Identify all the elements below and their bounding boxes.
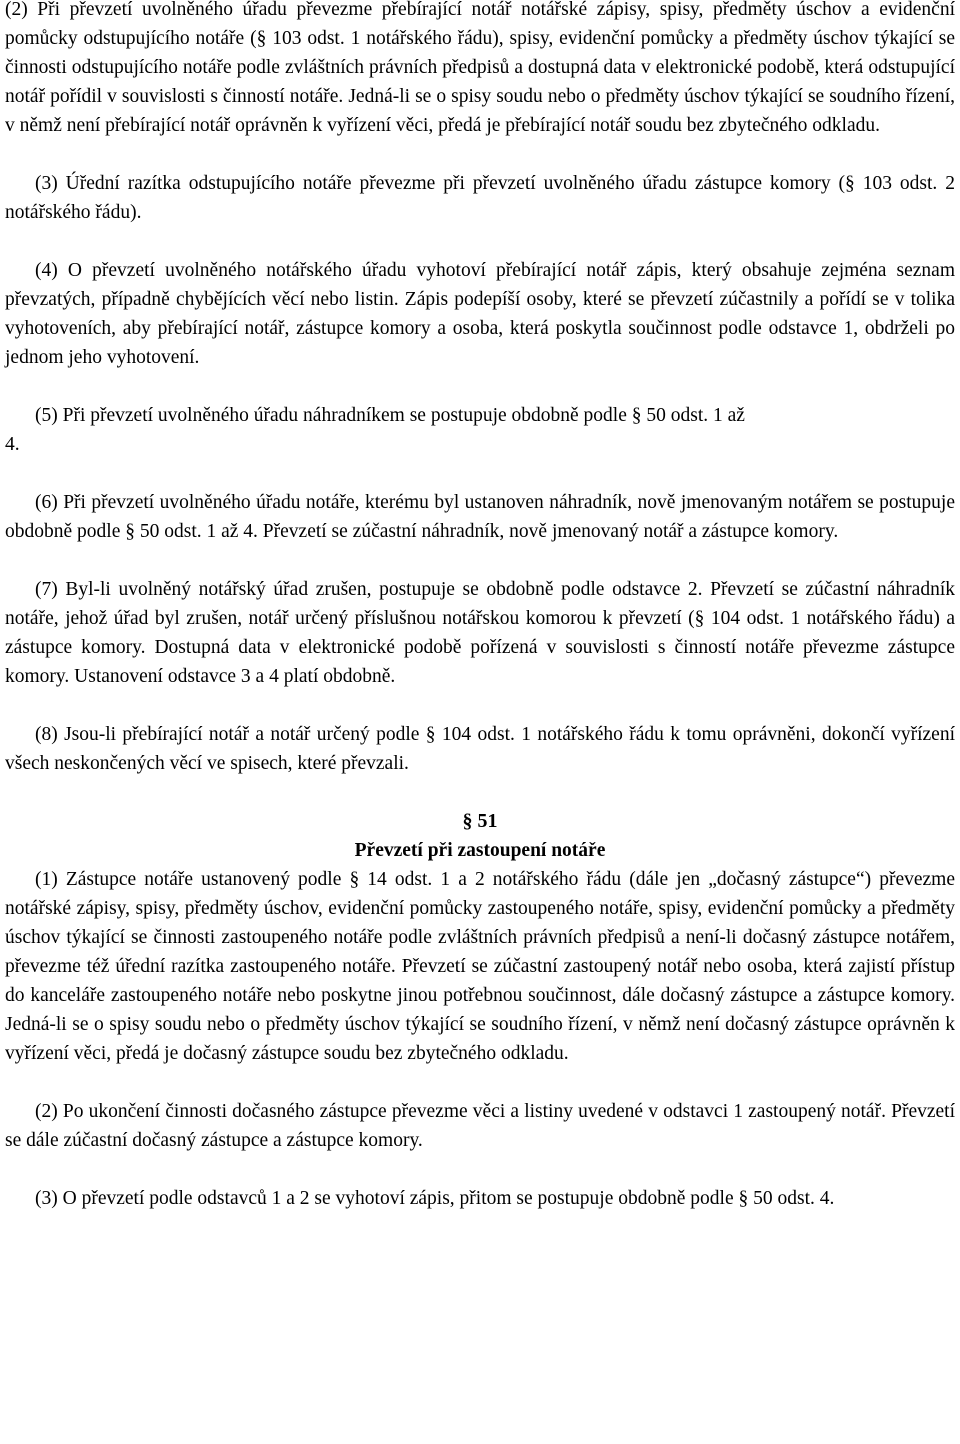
- paragraph-4: (4) O převzetí uvolněného notářského úřadu vyhotoví přebírající notář zápis, který obsahuje zejména seznam převzatých, případně chybějících věcí nebo listin. Zápis podepíší osoby, které se převzetí zúčastnily a pořídí se v tolika vyhotoveních, aby přebírající notář, zástupce komory a osoba, která poskytla součinnost podle odstavce 1, obdrželi po jednom jeho vyhotovení.: [5, 260, 955, 368]
- section-paragraph-1: (1) Zástupce notáře ustanovený podle § 14 odst. 1 a 2 notářského řádu (dále jen „dočasný zástupce“) převezme notářské zápisy, spisy, předměty úschov, evidenční pomůcky zastoupeného notáře, spisy, evidenční pomůcky a předměty úschov týkající se činnosti zastoupeného notáře podle zvláštních právních předpisů a není-li dočasný zástupce notářem, převezme též úřední razítka zastoupeného notáře. Převzetí se zúčastní zastoupený notář nebo osoba, která zajistí přístup do kanceláře zastoupeného notáře nebo poskytne jinou potřebnou součinnost, dále dočasný zástupce a zástupce komory. Jedná-li se o spisy soudu nebo o předměty úschov týkající se soudního řízení, v němž není dočasný zástupce oprávněn k vyřízení věci, předá je dočasný zástupce soudu bez zbytečného odkladu.: [5, 869, 955, 1064]
- section-number: § 51: [462, 810, 498, 832]
- paragraph-7: (7) Byl-li uvolněný notářský úřad zrušen, postupuje se obdobně podle odstavce 2. Převzetí se zúčastní náhradník notáře, jehož úřad byl zrušen, notář určený příslušnou notářskou komorou k převzetí (§ 104 odst. 1 notářského řádu) a zástupce komory. Dostupná data v elektronické podobě pořízená v souvislosti s činností notáře převezme zástupce komory. Ustanovení odstavce 3 a 4 platí obdobně.: [5, 579, 955, 687]
- section-title: Převzetí při zastoupení notáře: [354, 840, 606, 861]
- paragraph-8: (8) Jsou-li přebírající notář a notář určený podle § 104 odst. 1 notářského řádu k tomu oprávněni, dokončí vyřízení všech neskončených věcí ve spisech, které převzali.: [5, 724, 955, 774]
- paragraph-3: (3) Úřední razítka odstupujícího notáře převezme při převzetí uvolněného úřadu zástupce komory (§ 103 odst. 2 notářského řádu).: [5, 173, 955, 223]
- section-paragraph-2: (2) Po ukončení činnosti dočasného zástupce převezme věci a listiny uvedené v odstavci 1 zastoupený notář. Převzetí se dále zúčastní dočasný zástupce a zástupce komory.: [5, 1101, 955, 1151]
- paragraph-5-line-2: 4.: [5, 434, 20, 455]
- document-page: [5, 0, 955, 1213]
- paragraph-5: [5, 401, 955, 459]
- section-paragraph-3: (3) O převzetí podle odstavců 1 a 2 se vyhotoví zápis, přitom se postupuje obdobně podle § 50 odst. 4.: [35, 1188, 835, 1209]
- paragraph-6: (6) Při převzetí uvolněného úřadu notáře, kterému byl ustanoven náhradník, nově jmenovaným notářem se postupuje obdobně podle § 50 odst. 1 až 4. Převzetí se zúčastní náhradník, nově jmenovaný notář a zástupce komory.: [5, 492, 955, 542]
- paragraph-5-line-1: (5) Při převzetí uvolněného úřadu náhradníkem se postupuje obdobně podle § 50 odst. 1 až: [35, 405, 745, 426]
- paragraph-2: (2) Při převzetí uvolněného úřadu převezme přebírající notář notářské zápisy, spisy, předměty úschov a evidenční pomůcky odstupujícího notáře (§ 103 odst. 1 notářského řádu), spisy, evidenční pomůcky a předměty úschov týkající se činnosti odstupujícího notáře podle zvláštních právních předpisů a dostupná data v elektronické podobě, která odstupující notář pořídil v souvislosti s činností notáře. Jedná-li se o spisy soudu nebo o předměty úschov týkající se soudního řízení, v němž není přebírající notář oprávněn k vyřízení věci, předá je přebírající notář soudu bez zbytečného odkladu.: [5, 0, 955, 136]
